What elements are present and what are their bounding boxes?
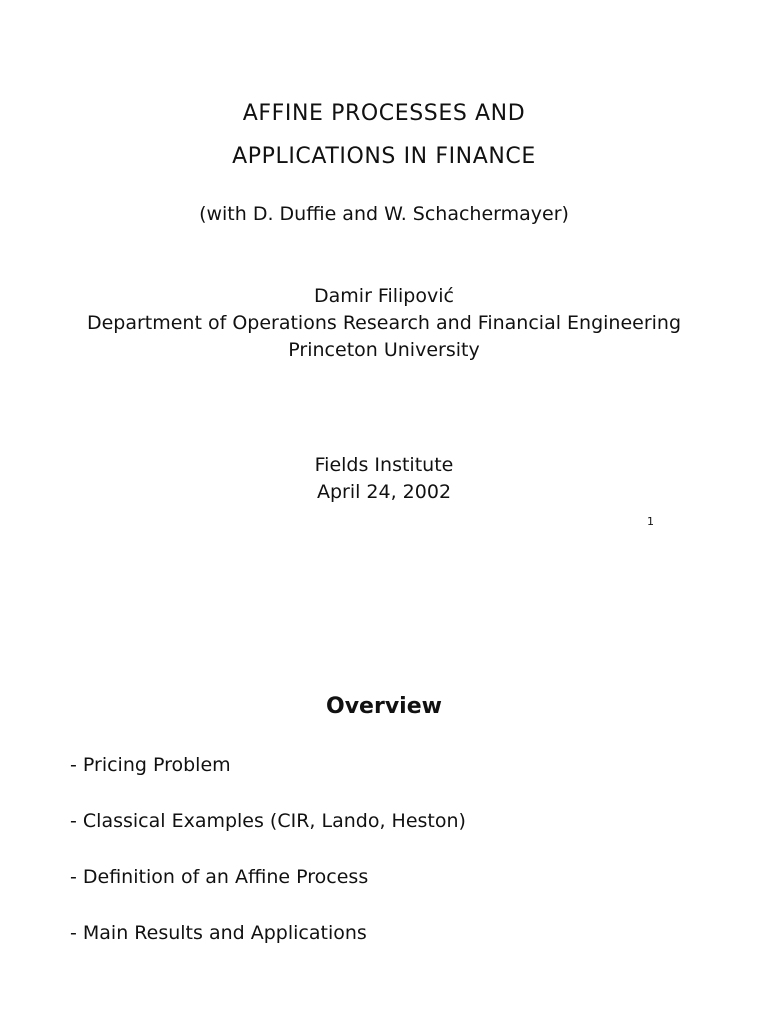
list-item: - Main Results and Applications [70,922,367,944]
author-name: Damir Filipović [314,285,454,307]
page-number: 1 [647,515,654,528]
title-line-2: APPLICATIONS IN FINANCE [232,144,536,169]
list-item: - Definition of an Affine Process [70,866,369,888]
overview-heading: Overview [326,694,442,719]
list-item: - Classical Examples (CIR, Lando, Heston) [70,810,466,832]
title-line-1: AFFINE PROCESSES AND [242,101,526,126]
date: April 24, 2002 [316,481,452,503]
coauthors: (with D. Duffie and W. Schachermayer) [199,203,569,225]
university: Princeton University [288,339,480,361]
department: Department of Operations Research and Financial Engineering [86,312,682,334]
venue: Fields Institute [314,454,454,476]
list-item: - Pricing Problem [70,754,231,776]
overview-list [70,752,466,976]
